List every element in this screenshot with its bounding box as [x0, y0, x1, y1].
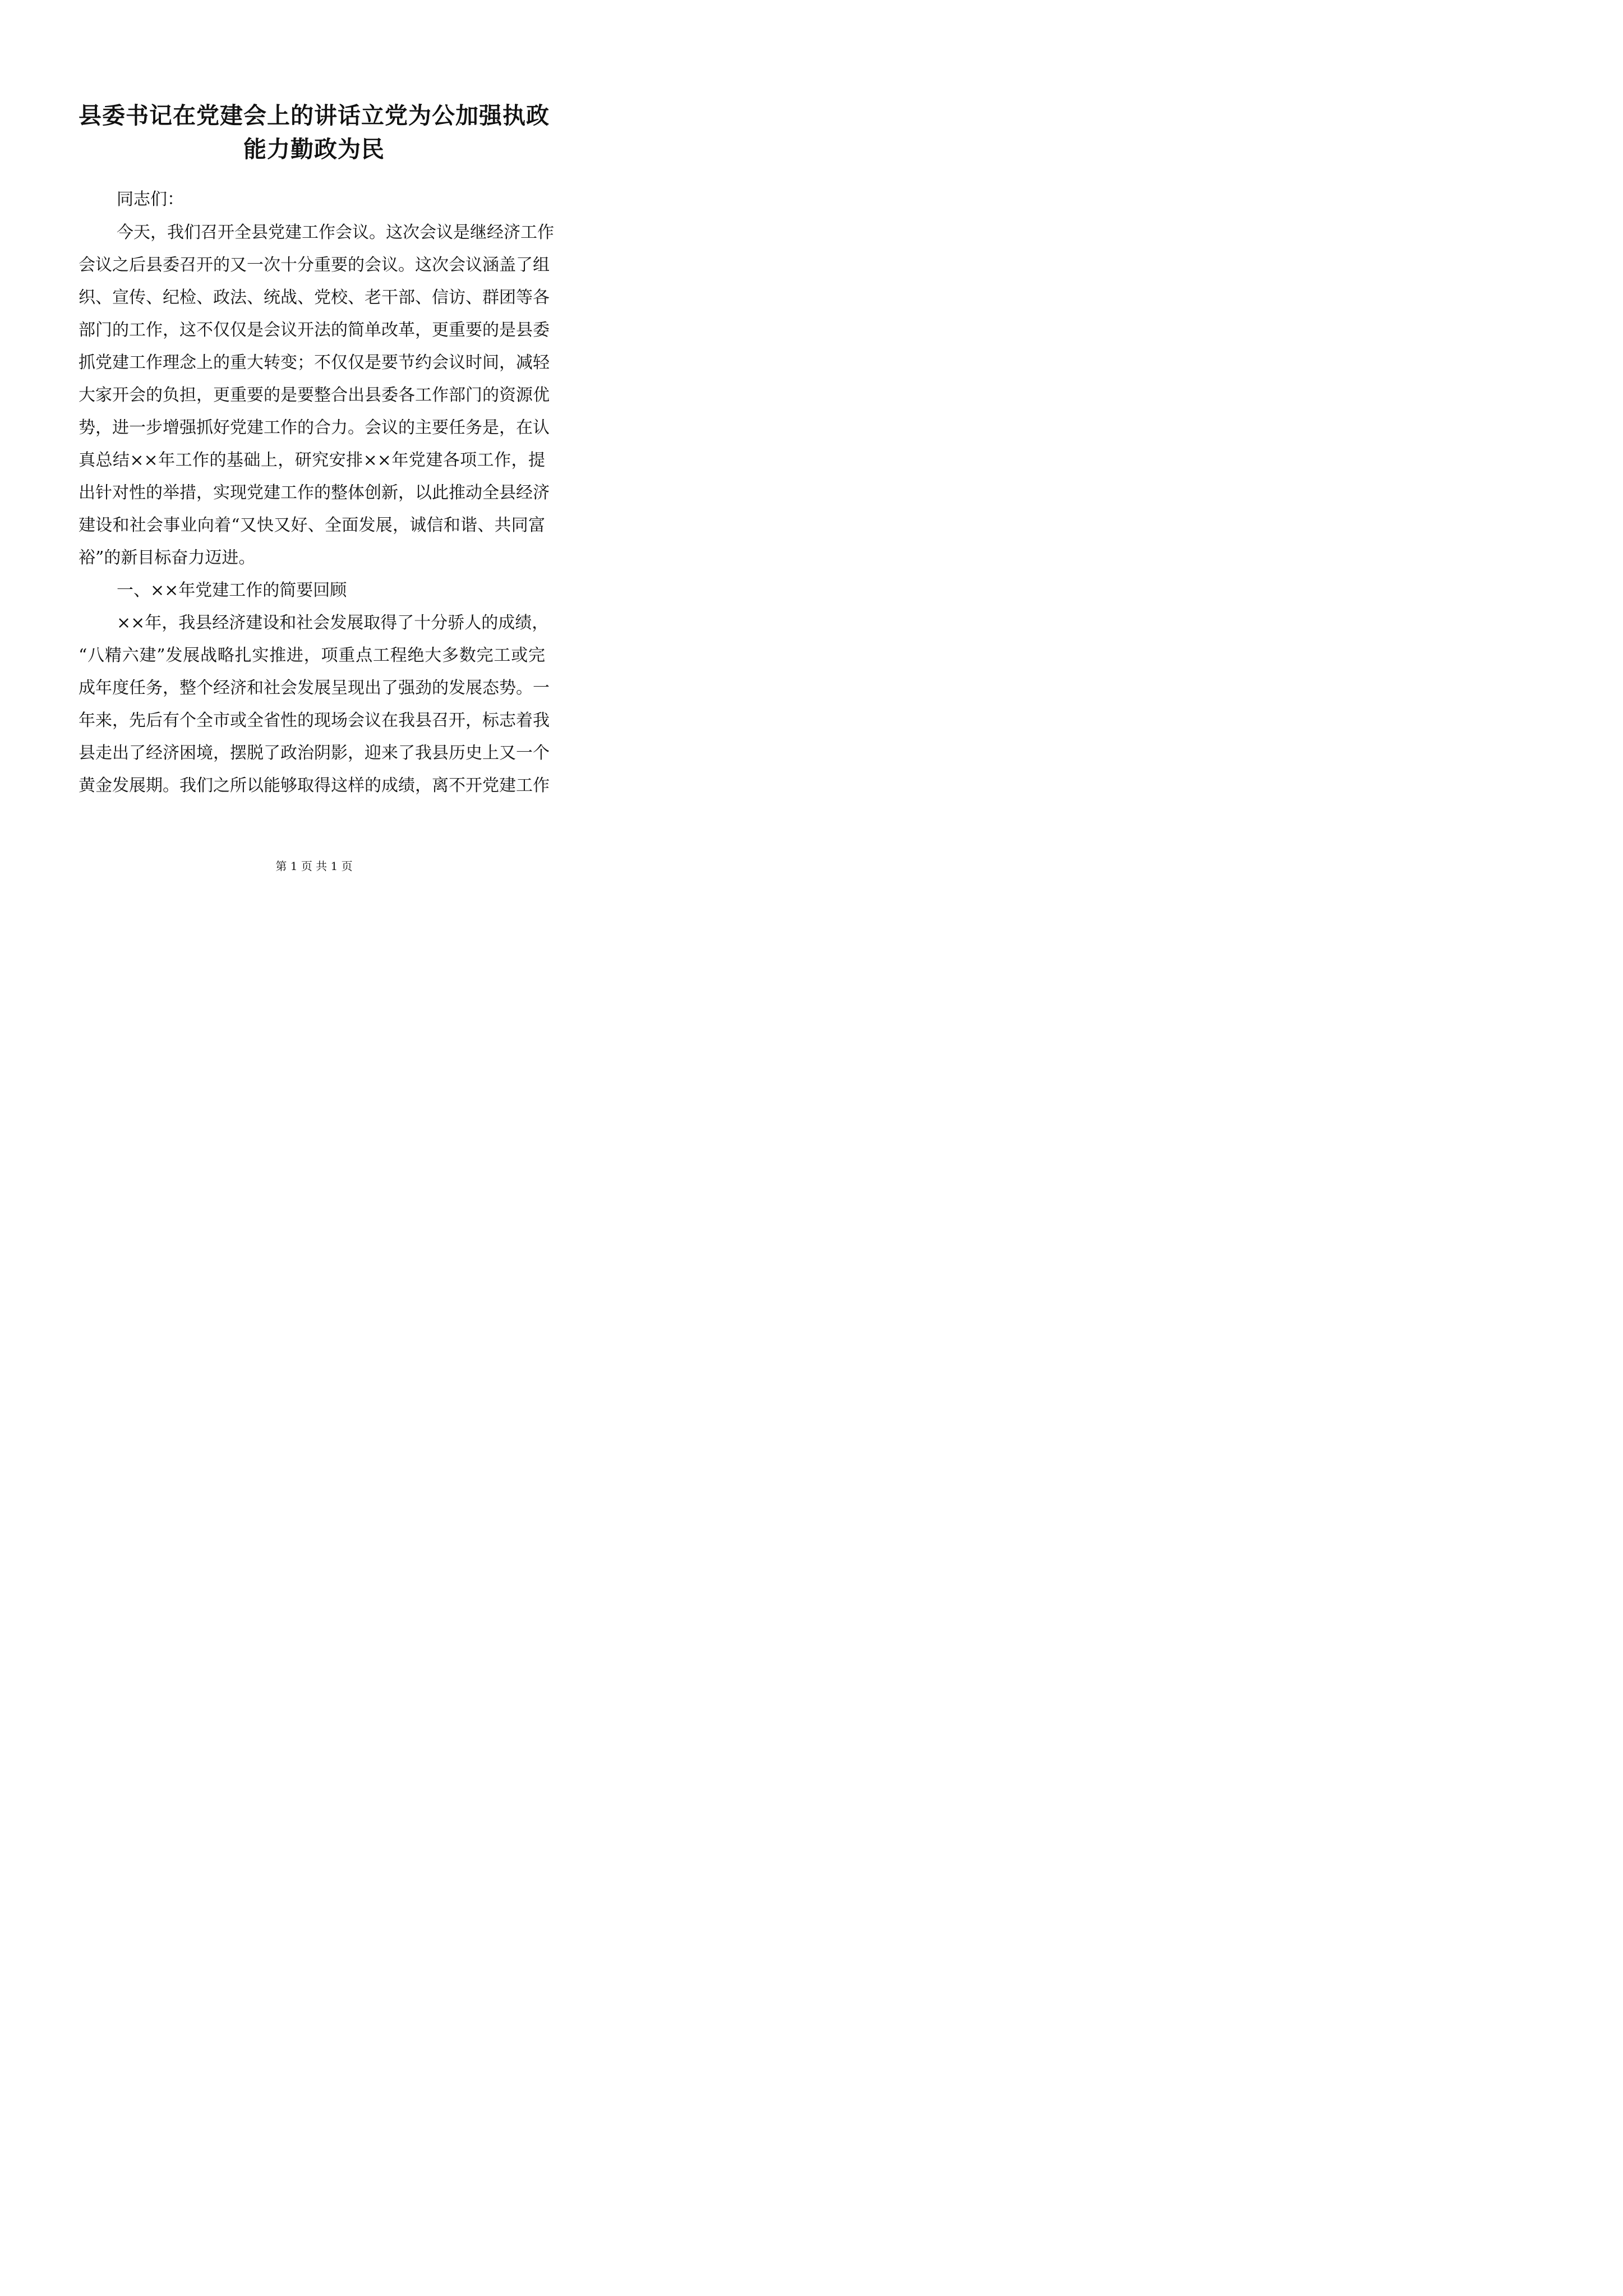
paragraph-1-line: 大家开会的负担，更重要的是要整合出县委各工作部门的资源优 — [79, 385, 550, 405]
paragraph-2-line: ××年，我县经济建设和社会发展取得了十分骄人的成绩， — [117, 613, 549, 633]
paragraph-2-line: 黄金发展期。我们之所以能够取得这样的成绩，离不开党建工作 — [79, 776, 550, 795]
paragraph-1-line: 抓党建工作理念上的重大转变；不仅仅是要节约会议时间，减轻 — [79, 353, 550, 372]
paragraph-2-line: 成年度任务，整个经济和社会发展呈现出了强劲的发展态势。一 — [79, 678, 550, 698]
page-footer: 第 1 页 共 1 页 — [275, 859, 353, 873]
paragraph-2-line: 年来，先后有个全市或全省性的现场会议在我县召开，标志着我 — [79, 711, 550, 730]
salutation: 同志们： — [117, 190, 184, 209]
paragraph-2-line: “八精六建”发展战略扎实推进，项重点工程绝大多数完工或完 — [79, 646, 545, 665]
document-title-line-1: 县委书记在党建会上的讲话立党为公加强执政 — [79, 102, 550, 129]
paragraph-1-line: 会议之后县委召开的又一次十分重要的会议。这次会议涵盖了组 — [79, 255, 550, 275]
document-title-line-2: 能力勤政为民 — [243, 136, 385, 163]
paragraph-1-line: 真总结××年工作的基础上，研究安排××年党建各项工作，提 — [79, 450, 545, 470]
paragraph-1-line: 势，进一步增强抓好党建工作的合力。会议的主要任务是，在认 — [79, 418, 550, 438]
paragraph-1-line: 部门的工作，这不仅仅是会议开法的简单改革，更重要的是县委 — [79, 320, 550, 340]
paragraph-1-line: 今天，我们召开全县党建工作会议。这次会议是继经济工作 — [117, 223, 554, 242]
document-page — [0, 0, 628, 889]
paragraph-1-line: 裕”的新目标奋力迈进。 — [79, 548, 256, 568]
paragraph-1-line: 建设和社会事业向着“又快又好、全面发展，诚信和谐、共同富 — [79, 516, 545, 535]
section-heading: 一、××年党建工作的简要回顾 — [117, 581, 347, 600]
paragraph-1-line: 织、宣传、纪检、政法、统战、党校、老干部、信访、群团等各 — [79, 288, 550, 307]
paragraph-1-line: 出针对性的举措，实现党建工作的整体创新，以此推动全县经济 — [79, 483, 550, 503]
paragraph-2-line: 县走出了经济困境，摆脱了政治阴影，迎来了我县历史上又一个 — [79, 743, 550, 763]
